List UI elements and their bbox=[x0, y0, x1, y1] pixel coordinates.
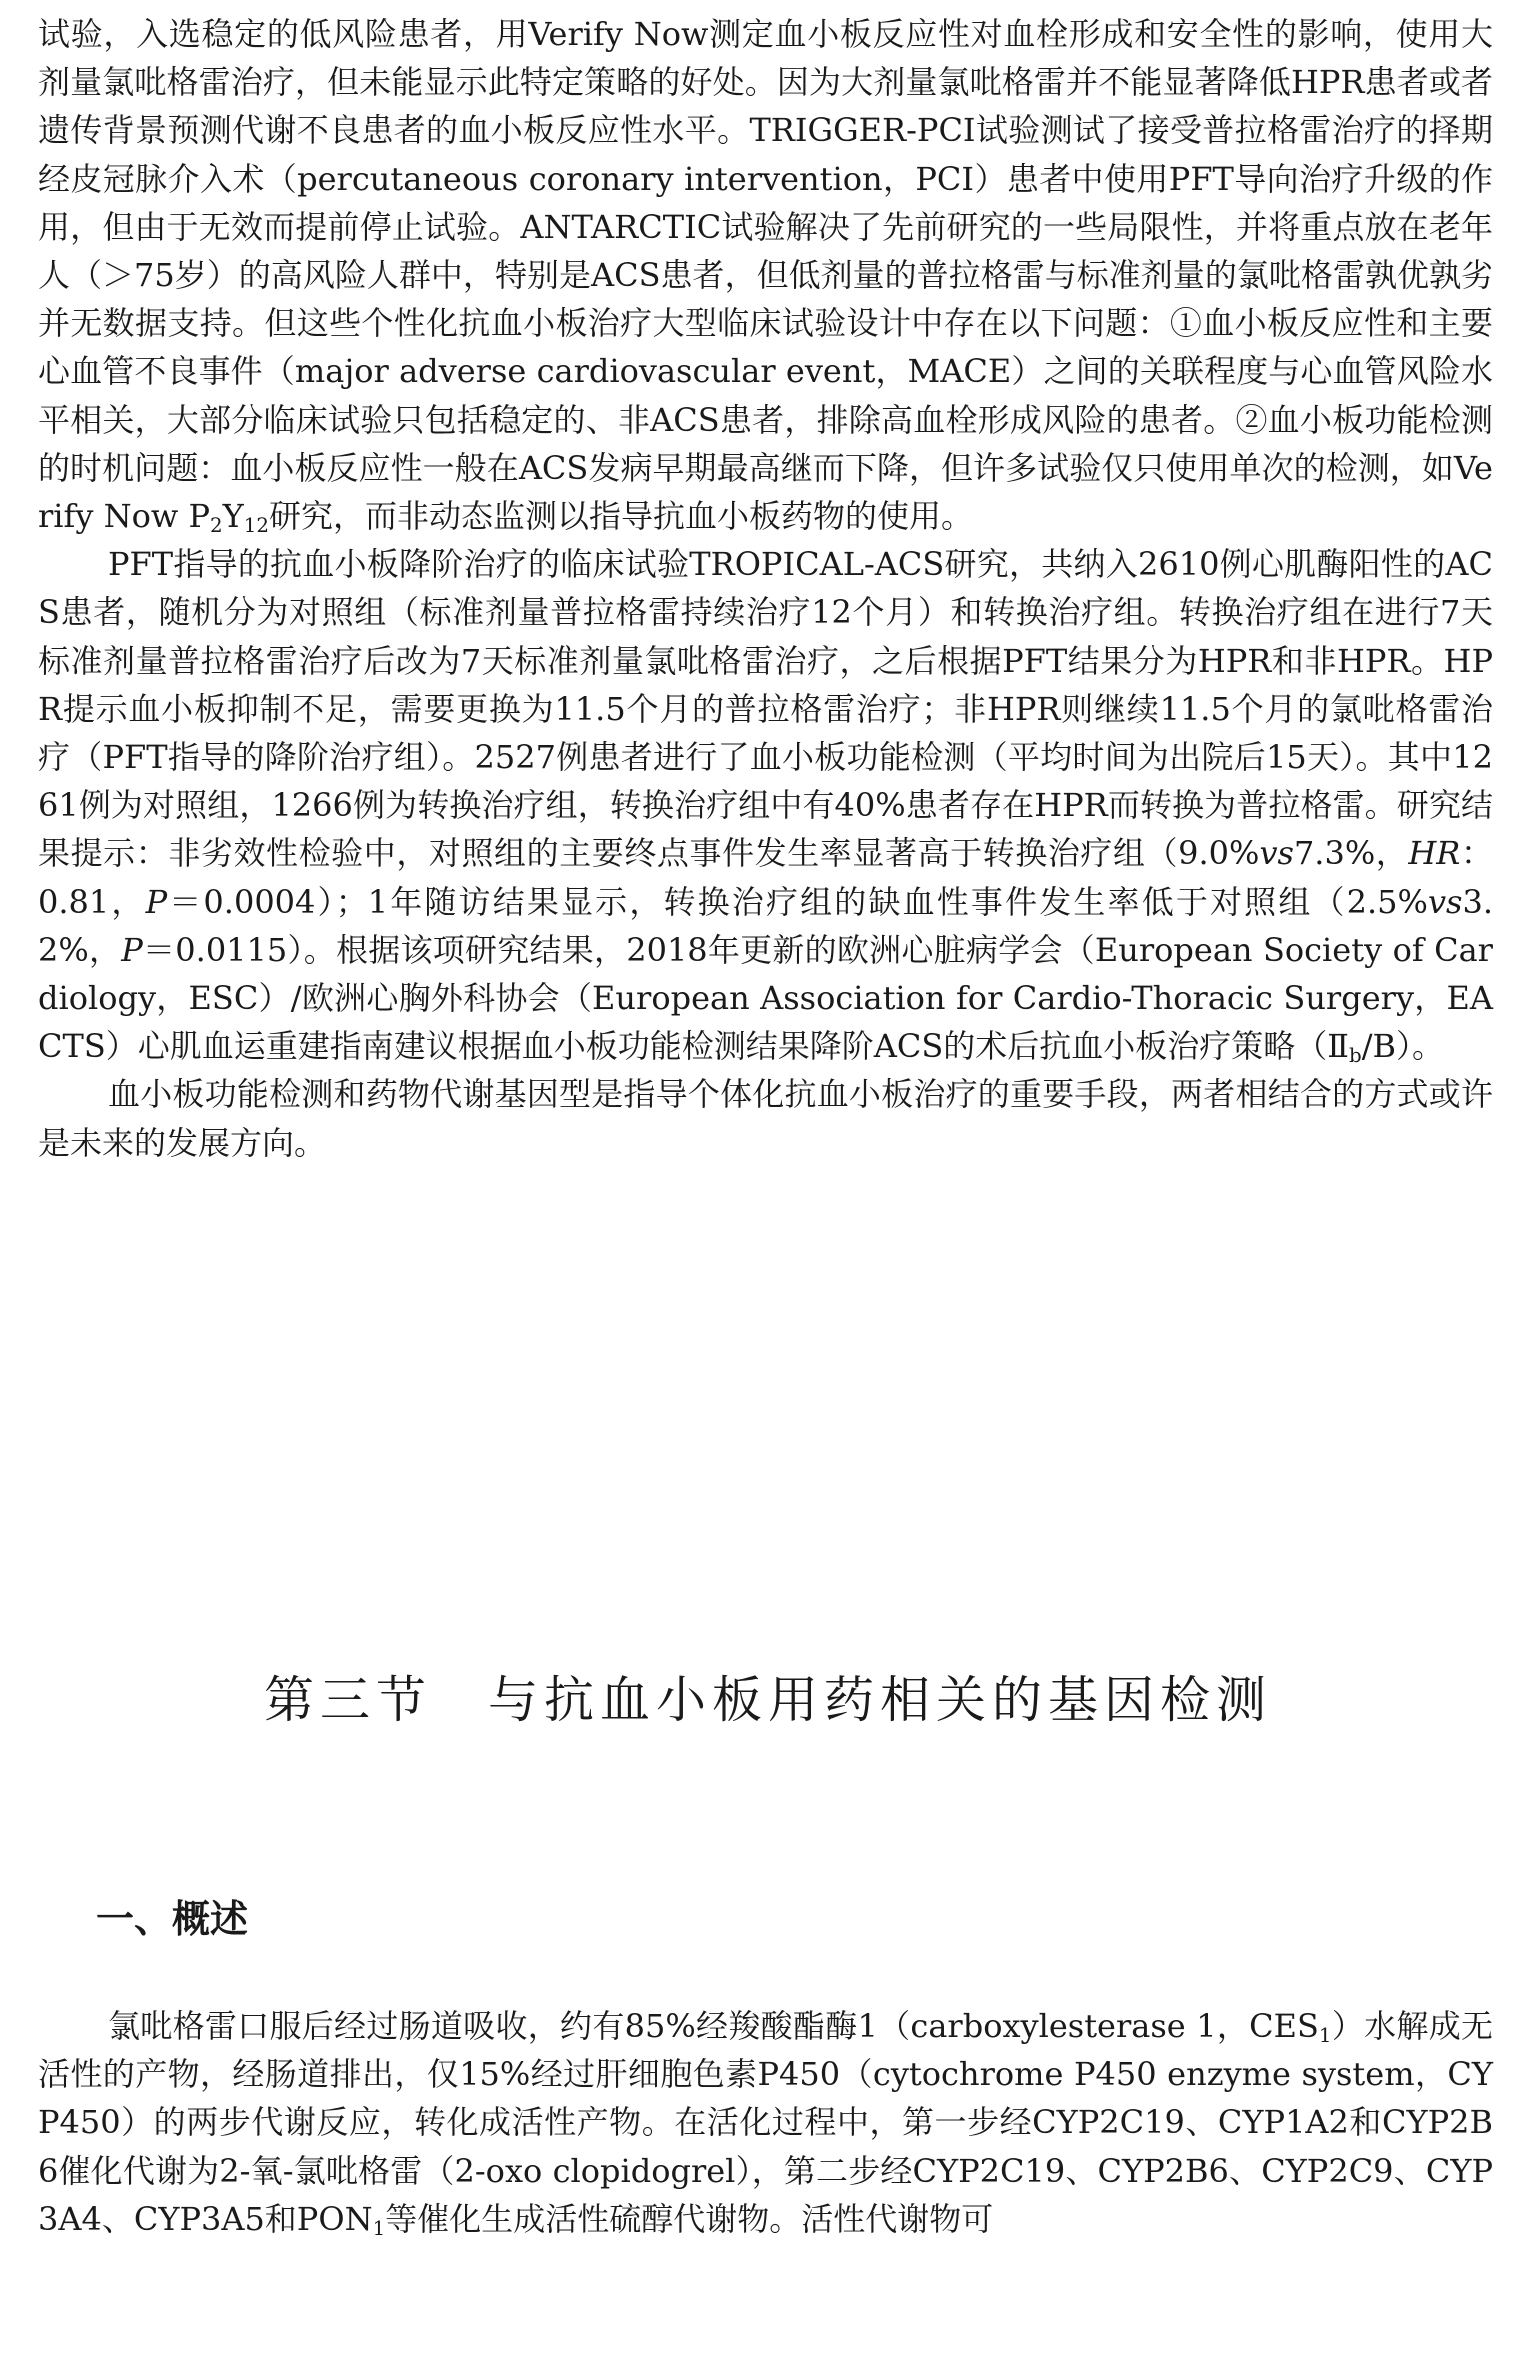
paragraph-2: PFT指导的抗血小板降阶治疗的临床试验TROPICAL-ACS研究，共纳入2610例心肌酶阳性的ACS患者，随机分为对照组（标准剂量普拉格雷持续治疗12个月）和转换治疗组。转换治疗组在进行7天标准剂量普拉格雷治疗后改为7天标准剂量氯吡格雷治疗，之后根据PFT结果分为HPR和非HPR。HPR提示血小板抑制不足，需要更换为11.5个月的普拉格雷治疗；非HPR则继续11.5个月的氯吡格雷治疗（PFT指导的降阶治疗组）。2527例患者进行了血小板功能检测（平均时间为出院后15天）。其中1261例为对照组，1266例为转换治疗组，转换治疗组中有40%患者存在HPR而转换为普拉格雷。研究结果提示：非劣效性检验中，对照组的主要终点事件发生率显著高于转换治疗组（9.0%vs7.3%，HR：0.81，P＝0.0004）；1年随访结果显示，转换治疗组的缺血性事件发生率低于对照组（2.5%vs3.2%，P＝0.0115）。根据该项研究结果，2018年更新的欧洲心脏病学会（European Society of Cardiology，ESC）/欧洲心胸外科协会（European Association for Cardio-Thoracic Surgery，EACTS）心肌血运重建指南建议根据血小板功能检测结果降阶ACS的术后抗血小板治疗策略$(Ⅱ_b/B)$。 bbox=[38, 545, 1493, 1068]
paragraph-2-text: PFT指导的抗血小板降阶治疗的临床试验TROPICAL-ACS研究，共纳入2610例心肌酶阳性的ACS患者，随机分为对照组（标准剂量普拉格雷持续治疗12个月）和转换治疗组。转换治疗组在进行7天标准剂量普拉格雷治疗后改为7天标准剂量氯吡格雷治疗，之后根据PFT结果分为HPR和非HPR。HPR提示血小板抑制不足，需要更换为11.5个月的普拉格雷治疗；非HPR则继续11.5个月的氯吡格雷治疗（PFT指导的降阶治疗组）。2527例患者进行了血小板功能检测（平均时间为出院后15天）。其中1261例为对照组，1266例为转换治疗组，转换治疗组中有40%患者存在HPR而转换为普拉格雷。研究结果提示：非劣效性检验中，对照组的主要终点事件发生率显著高于转换治疗组（9.0% bbox=[38, 545, 1493, 873]
lower-text-block bbox=[38, 2002, 1493, 2243]
paragraph-4: 氯吡格雷口服后经过肠道吸收，约有85%经羧酸酯酶1（carboxylesterase 1，$CES_1$）水解成无活性的产物，经肠道排出，仅15%经过肝细胞色素P450（cytochrome P450 enzyme system，CYP450）的两步代谢反应，转化成活性产物。在活化过程中，第一步经CYP2C19、CYP1A2和CYP2B6催化代谢为2-氧-氯吡格雷（2-oxo clopidogrel），第二步经CYP2C19、CYP2B6、CYP2C9、CYP3A4、CYP3A5和$PON_1$等催化生成活性硫醇代谢物。活性代谢物可 bbox=[38, 2007, 1493, 2240]
subsection-title: 一、概述 bbox=[96, 1896, 249, 1941]
section-title: 第三节 与抗血小板用药相关的基因检测 bbox=[264, 1671, 1272, 1729]
upper-text-block bbox=[38, 10, 1493, 1167]
paragraph-3: 血小板功能检测和药物代谢基因型是指导个体化抗血小板治疗的重要手段，两者相结合的方式或许是未来的发展方向。 bbox=[38, 1075, 1493, 1162]
paragraph-1: 试验，入选稳定的低风险患者，用Verify Now测定血小板反应性对血栓形成和安全性的影响，使用大剂量氯吡格雷治疗，但未能显示此特定策略的好处。因为大剂量氯吡格雷并不能显著降低HPR患者或者遗传背景预测代谢不良患者的血小板反应性水平。TRIGGER-PCI试验测试了接受普拉格雷治疗的择期经皮冠脉介入术（percutaneous coronary intervention，PCI）患者中使用PFT导向治疗升级的作用，但由于无效而提前停止试验。ANTARCTIC试验解决了先前研究的一些局限性，并将重点放在老年人（＞75岁）的高风险人群中，特别是ACS患者，但低剂量的普拉格雷与标准剂量的氯吡格雷孰优孰劣并无数据支持。但这些个性化抗血小板治疗大型临床试验设计中存在以下问题：①血小板反应性和主要心血管不良事件（major adverse cardiovascular event，MACE）之间的关联程度与心血管风险水平相关，大部分临床试验只包括稳定的、非ACS患者，排除高血栓形成风险的患者。②血小板功能检测的时机问题：血小板反应性一般在ACS发病早期最高继而下降，但许多试验仅只使用单次的检测，如Verify Now $P_2Y_{12}$研究，而非动态监测以指导抗血小板药物的使用。 bbox=[38, 15, 1493, 537]
paragraph-1-text: 试验，入选稳定的低风险患者，用Verify Now测定血小板反应性对血栓形成和安全性的影响，使用大剂量氯吡格雷治疗，但未能显示此特定策略的好处。因为大剂量氯吡格雷并不能显著降低HPR患者或者遗传背景预测代谢不良患者的血小板反应性水平。TRIGGER-PCI试验测试了接受普拉格雷治疗的择期经皮冠脉介入术（percutaneous coronary intervention，PCI）患者中使用PFT导向治疗升级的作用，但由于无效而提前停止试验。ANTARCTIC试验解决了先前研究的一些局限性，并将重点放在老年人（＞75岁）的高风险人群中，特别是ACS患者，但低剂量的普拉格雷与标准剂量的氯吡格雷孰优孰劣并无数据支持。但这些个性化抗血小板治疗大型临床试验设计中存在以下问题：①血小板反应性和主要心血管不良事件（major adverse cardiovascular event，MACE）之间的关联程度与心血管风险水平相关，大部分临床试验只包括稳定的、非ACS患者，排除高血栓形成风险的患者。②血小板功能检测的时机问题：血小板反应性一般在ACS发病早期最高继而下降，但许多试验仅只使用单次的检测，如Verify Now bbox=[38, 15, 1493, 536]
